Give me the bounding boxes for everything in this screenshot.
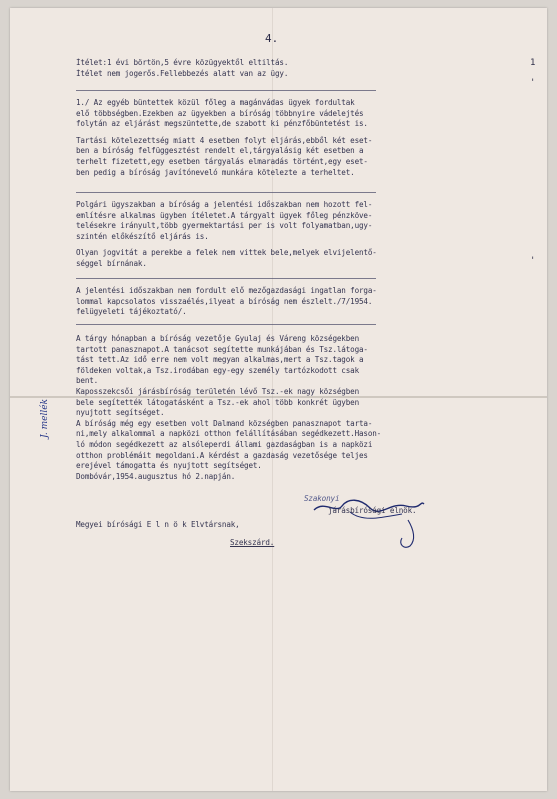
verdict-block [76, 58, 525, 79]
document-page [10, 8, 547, 791]
text-line: Ítélet:1 évi börtön,5 évre közügyektől eltiltás. [76, 58, 289, 67]
section-divider [76, 192, 376, 193]
text-line: Olyan jogvitát a perekbe a felek nem vittek bele,melyek elvijelentő- [76, 248, 377, 258]
text-line: A bíróság még egy esetben volt Dalmand községben panasznapot tarta- [76, 418, 373, 428]
date-line: Dombóvár,1954.augusztus hó 2.napján. [76, 471, 236, 481]
text-line: Tartási kötelezettség miatt 4 esetben folyt eljárás,ebből két eset- [76, 135, 373, 145]
text-line: ni,mely alkalommal a napközi otthon felállításában segédkezett.Hason- [76, 429, 382, 439]
text-line: A tárgy hónapban a bíróság vezetője Gyulaj és Váreng községekben [76, 334, 359, 343]
text-line: szintén előkészítő eljárás is. [76, 231, 209, 241]
margin-mark-2: ' [530, 78, 536, 88]
section-divider [76, 324, 376, 325]
text-line: említésre alkalmas ügyben ítéletet.A tárgyalt ügyek főleg pénzköve- [76, 210, 373, 220]
text-line: erejével támogatta és nyujtott segítséget. [76, 461, 262, 471]
text-line: A jelentési időszakban nem fordult elő mezőgazdasági ingatlan forga- [76, 286, 377, 295]
text-line: földeken voltak,a Tsz.irodában egy-egy személy tartózkodott csak [76, 365, 359, 375]
addressee-city-block [230, 538, 390, 549]
text-line: telésekre irányult,több gyermektartási per is volt folyamatban,ugy- [76, 221, 373, 231]
margin-mark-1: 1 [530, 58, 536, 68]
text-line: ló módon segédkezett az alsóleperdi állami gazdaságban is a napközi [76, 439, 373, 449]
text-line: bele segítették látogatásként a Tsz.-ek ahol több konkrét ügyben [76, 397, 359, 407]
section-divider [76, 278, 376, 279]
text-line: nyujtott segítséget. [76, 408, 165, 418]
addressee-city: Szekszárd. [230, 538, 275, 547]
signature-text [304, 494, 484, 505]
agricultural-block [76, 286, 525, 318]
text-line: tást tett.Az idő erre nem volt megyan alkalmas,mert a Tsz.tagok a [76, 355, 364, 365]
text-line: Kaposszekcsői járásbíróság területén lévő Tsz.-ek nagy községben [76, 386, 359, 396]
margin-mark-3: ' [530, 256, 536, 266]
section-divider [76, 90, 376, 91]
text-line: lommal kapcsolatos visszaélés,ilyeat a bíróság nem észlelt./7/1954. [76, 296, 373, 306]
civil-block [76, 200, 525, 270]
signatory-title: járásbírósági elnök. [328, 506, 417, 515]
text-line: 1./ Az egyéb büntettek közül főleg a magánvádas ügyek fordultak [76, 98, 355, 107]
text-line: folytán az eljárást megszüntette,de szabott ki pénzfőbüntetést is. [76, 119, 368, 129]
signature-name: Szakonyi [304, 494, 340, 503]
text-line: elő többségben.Ezekben az ügyekben a bíróság többnyire vádelejtés [76, 108, 364, 118]
text-line: terhelt fizetett,egy esetben tárgyalás elmaradás történt,egy eset- [76, 156, 368, 166]
signatory-title-block [328, 506, 508, 517]
addressee-line: Megyei bírósági E l n ö k Elvtársnak, [76, 520, 240, 529]
text-line: bent. [76, 376, 99, 386]
section-1-block [76, 98, 525, 178]
handwritten-margin-note: J. mellék [40, 398, 50, 438]
text-line: ben a bíróság felfüggesztést rendelt el,tárgyalásig két esetben a [76, 146, 364, 156]
addressee-block [76, 520, 525, 531]
text-line: Polgári ügyszakban a bíróság a jelentési időszakban nem hozott fel- [76, 200, 373, 209]
text-line: séggel bírnának. [76, 258, 147, 268]
text-line: otthon problémáit megoldani.A kérdést a gazdaság vezetősége teljes [76, 450, 368, 460]
monthly-activity-block [76, 334, 525, 482]
text-line: Ítélet nem jogerős.Fellebbezés alatt van az ügy. [76, 68, 289, 78]
text-line: felügyeleti tájékoztató/. [76, 307, 187, 317]
page-number: 4. [265, 32, 279, 45]
text-line: tartott panasznapot.A tanácsot segítette munkájában és Tsz.látoga- [76, 344, 368, 354]
text-line: ben pedig a bíróság javítóneveló munkára kötelezte a terheltet. [76, 167, 355, 177]
